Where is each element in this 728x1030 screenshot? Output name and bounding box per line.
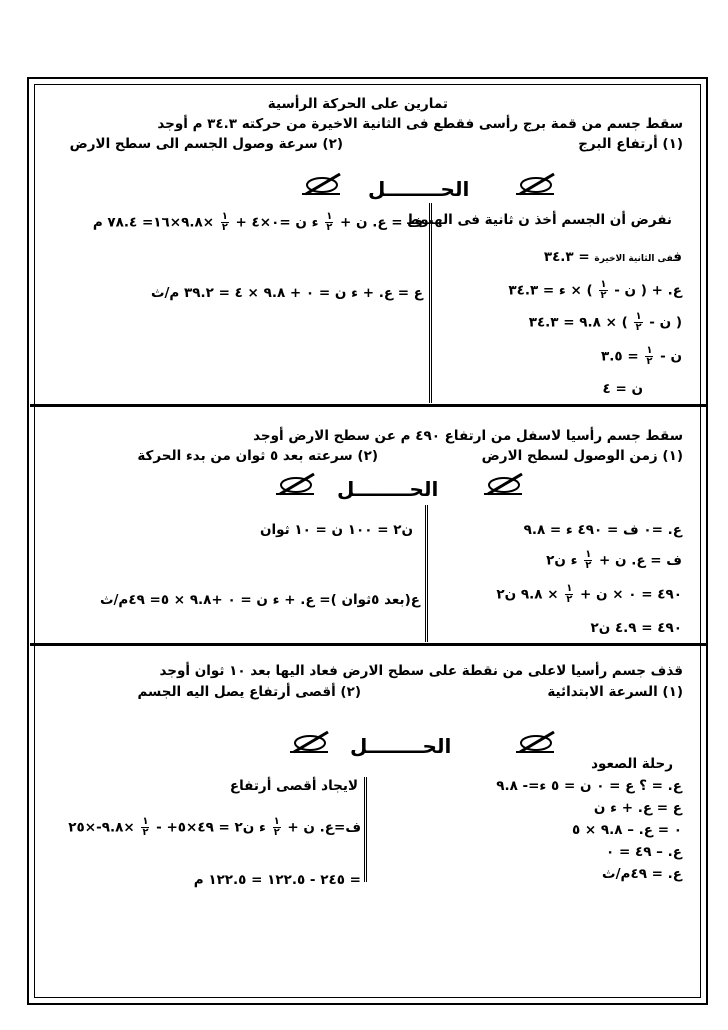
p2-eq-2: ٤٩٠ = ٠ × ن + $\frac{١}{٢}$ × ٩.٨ ن٢	[496, 583, 682, 605]
pen-hand-icon	[510, 728, 558, 754]
problem2-req1: (١) زمن الوصول لسطح الارض	[481, 448, 683, 464]
column-divider-1	[429, 203, 432, 403]
p2-given: ع. =٠ ف = ٤٩٠ ء = ٩.٨	[523, 522, 682, 538]
p3-height-eq: ف=ع. ن + $\frac{١}{٢}$ ء ن٢ = ٤٩×٥+ - $\frac{١}{٢}$ ×٩.٨-×٢٥	[68, 816, 361, 838]
column-divider-2	[425, 505, 428, 642]
p1-last-second-distance: ففى الثانية الاخيرة = ٣٤.٣	[543, 249, 682, 265]
pen-hand-icon	[478, 470, 526, 496]
problem3-statement: قذف جسم رأسيا لاعلى من نقطة على سطح الارض فعاد اليها بعد ١٠ ثوان أوجد	[159, 663, 683, 679]
p1-height-eq: ف = ع. ن + $\frac{١}{٢}$ ء ن =٠×٤ + $\frac{١}{٢}$ ×٩.٨×١٦= ٧٨.٤ م	[92, 211, 423, 233]
p3-eq-2: ٠ = ع. – ٩.٨ × ٥	[571, 822, 682, 838]
problem3-req2: (٢) أقصى أرتفاع يصل اليه الجسم	[137, 684, 361, 700]
p2-velocity-eq: ع(بعد ٥ثوان )= ع. + ء ن = ٠ +٩.٨ × ٥= ٤٩م/ث	[99, 592, 420, 608]
page-title: تمارين على الحركة الرأسية	[267, 96, 448, 112]
p2-eq-3: ٤٩٠ = ٤.٩ ن٢	[590, 620, 682, 636]
p3-eq-3: ع. – ٤٩ = ٠	[606, 844, 682, 860]
solution-heading-1: الحــــــــل	[368, 177, 470, 201]
p3-initial-velocity: ع. = ٤٩م/ث	[602, 866, 682, 882]
problem3-req1: (١) السرعة الابتدائية	[547, 684, 683, 700]
p1-assume: نفرض أن الجسم أخذ ن ثانية فى الهبوط	[406, 212, 672, 228]
column-divider-3	[364, 777, 367, 882]
p1-eq-3: ن - $\frac{١}{٢}$ = ٣.٥	[601, 345, 682, 367]
p3-eq-1: ع = ع. + ء ن	[593, 800, 682, 816]
section-divider-1	[30, 404, 706, 407]
solution-heading-2: الحــــــــل	[337, 477, 439, 501]
p3-max-height-label: لايجاد أقصى أرتفاع	[229, 778, 358, 794]
problem1-statement: سقط جسم من قمة برج رأسى فقطع فى الثانية الاخيرة من حركته ٣٤.٣ م أوجد	[157, 116, 683, 132]
p1-velocity-eq: ع = ع. + ء ن = ٠ + ٩.٨ × ٤ = ٣٩.٢ م/ث	[150, 285, 423, 301]
problem1-req2: (٢) سرعة وصول الجسم الى سطح الارض	[69, 136, 343, 152]
p1-eq-1: ع. + ( ن - $\frac{١}{٢}$ ) × ء = ٣٤.٣	[508, 279, 682, 301]
pen-hand-icon	[510, 170, 558, 196]
problem1-req1: (١) أرتفاع البرج	[578, 136, 683, 152]
problem2-statement: سقط جسم رأسيا لاسفل من ارتفاع ٤٩٠ م عن سطح الارض أوجد	[253, 428, 683, 444]
p2-eq-1: ف = ع. ن + $\frac{١}{٢}$ ء ن٢	[546, 549, 682, 571]
p3-height-result: = ٢٤٥ - ١٢٢.٥ = ١٢٢.٥ م	[193, 872, 361, 888]
problem2-req2: (٢) سرعته بعد ٥ ثوان من بدء الحركة	[137, 448, 378, 464]
pen-hand-icon	[284, 728, 332, 754]
pen-hand-icon	[270, 470, 318, 496]
section-divider-2	[30, 643, 706, 646]
p3-ascent-label: رحلة الصعود	[591, 756, 673, 772]
pen-hand-icon	[296, 170, 344, 196]
p1-eq-2: ( ن - $\frac{١}{٢}$ ) × ٩.٨ = ٣٤.٣	[528, 311, 682, 333]
p1-result-time: ن = ٤	[602, 381, 643, 397]
solution-heading-3: الحــــــــل	[350, 734, 452, 758]
p2-time-result: ن٢ = ١٠٠ ن = ١٠ ثوان	[259, 522, 413, 538]
p3-given: ع. = ؟ ع = ٠ ن = ٥ ء=- ٩.٨	[496, 778, 682, 794]
